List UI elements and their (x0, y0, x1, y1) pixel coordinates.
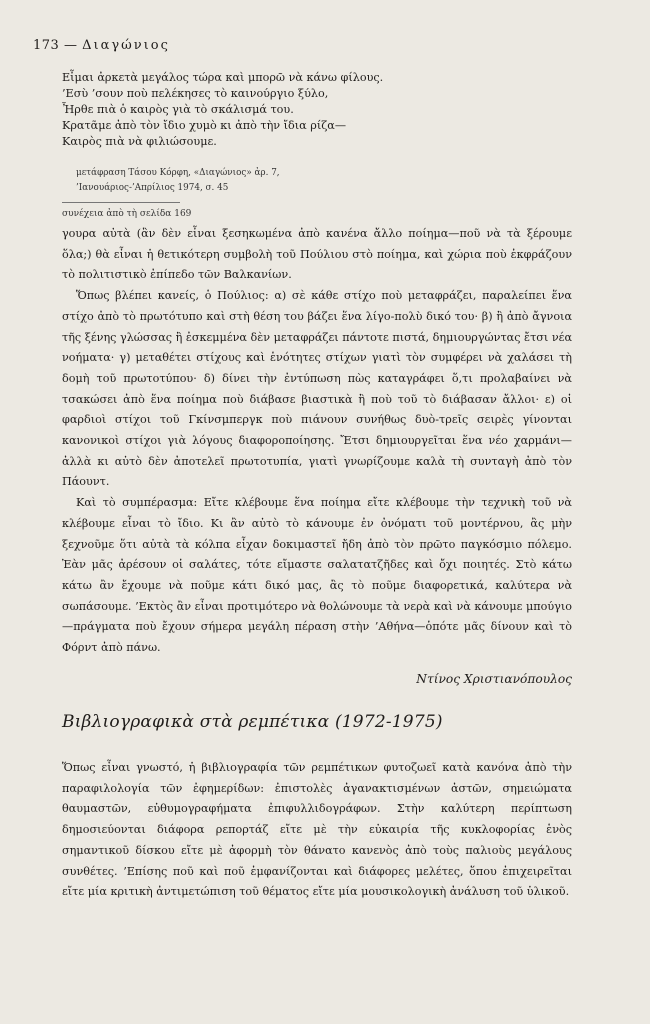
poem-line: Ἦρθε πιὰ ὁ καιρὸς γιὰ τὸ σκάλισμά του. (62, 103, 294, 116)
poem-line: Κρατᾶμε ἀπὸ τὸν ἴδιο χυμὸ κι ἀπὸ τὴν ἴδια ρίζα— (62, 119, 347, 132)
poem-line: ’Εσὺ ’σουν ποὺ πελέκησες τὸ καινούργιο ξύλο, (62, 87, 329, 100)
poem-line: Καιρὸς πιὰ νὰ φιλιώσουμε. (62, 135, 217, 148)
poem-excerpt (62, 70, 383, 150)
paragraph: γουρα αὐτὰ (ἂν δὲν εἶναι ξεσηκωμένα ἀπὸ κανένα ἄλλο ποίημα—ποῦ νὰ τὰ ξέρουμε ὅλα;) θὰ εἶναι ἡ θετικότερη συμβολὴ τοῦ Πούλιου στὸ ποίημα, καὶ χώρια ποὺ ἐκφράζουν τὸ πολιτιστικὸ ἐπίπεδο τῶν Βαλκανίων. (62, 227, 572, 282)
source-line: μετάφραση Τάσου Κόρφη, «Διαγώνιος» ἀρ. 7, (76, 168, 280, 178)
poem-line: Εἶμαι ἀρκετὰ μεγάλος τώρα καὶ μπορῶ νὰ κάνω φίλους. (62, 71, 384, 84)
divider-rule (62, 202, 180, 203)
journal-title: Διαγώνιος (82, 38, 170, 53)
article-body (62, 758, 572, 903)
continuation-note: συνέχεια ἀπὸ τὴ σελίδα 169 (62, 209, 192, 219)
header-separator: — (63, 38, 78, 53)
source-line: ’Ιανουάριος-’Απρίλιος 1974, σ. 45 (76, 183, 229, 193)
page-number: 173 (33, 38, 60, 53)
poem-source-citation (76, 166, 280, 196)
paragraph: Ὅπως βλέπει κανείς, ὁ Πούλιος: α) σὲ κάθε στίχο ποὺ μεταφράζει, παραλείπει ἕνα στίχο ἀπὸ τὸ πρωτότυπο καὶ στὴ θέση του βάζει ἕνα λίγο-πολὺ δικό του· β) ἢ ἀπὸ ἄγνοια τῆς ξένης γλώσσας ἢ ἐσκεμμένα δὲν μεταφράζει πάντοτε πιστά, δημιουργώντας ἔτσι νέα νοήματα· γ) μεταθέτει στίχους καὶ ἑνότητες στίχων γιατὶ τὸν συμφέρει νὰ χαλάσει τὴ δομὴ τοῦ πρωτοτύπου· δ) δίνει τὴν ἐντύπωση πὼς καταγράφει ὅ,τι προλαβαίνει νὰ τσακώσει ἀπὸ ἕνα ποίημα ποὺ διάβασε βιαστικὰ ἢ ποὺ τοῦ τὸ διάβασαν ἄλλοι· ε) οἱ φαρδιοὶ στίχοι τοῦ Γκίνσμπεργκ ποὺ πιάνουν συνήθως δυὸ-τρεῖς σειρὲς γίνονται κανονικοὶ στίχοι γιὰ λόγους διαφοροποίησης. Ἔτσι δημιουργεῖται ἕνα νέο χαρμάνι—ἀλλὰ κι αὐτὸ δὲν ἀποτελεῖ πρωτοτυπία, γιατὶ γνωρίζουμε καλὰ τὴ συνταγὴ ἀπὸ τὸν Πάουντ. (62, 289, 572, 489)
paragraph: Καὶ τὸ συμπέρασμα: Εἴτε κλέβουμε ἕνα ποίημα εἴτε κλέβουμε τὴν τεχνικὴ τοῦ νὰ κλέβουμε εἶναι τὸ ἴδιο. Κι ἂν αὐτὸ τὸ κάνουμε ἐν ὀνόματι τοῦ μοντέρνου, ἂς μὴν ξεχνοῦμε ὅτι αὐτὰ τὰ κόλπα εἶχαν δοκιμαστεῖ ἤδη ἀπὸ τὸν πρῶτο παγκόσμιο πόλεμο. Ἐὰν μᾶς ἀρέσουν οἱ σαλάτες, τότε εἴμαστε σαλατατζῆδες καὶ ὄχι ποιητές. Στὸ κάτω κάτω ἂν ἔχουμε νὰ ποῦμε κάτι δικό μας, ἂς τὸ ποῦμε διαφορετικά, καλύτερα νὰ σωπάσουμε. ’Εκτὸς ἂν εἶναι προτιμότερο νὰ θολώνουμε τὰ νερὰ καὶ νὰ κάνουμε μπούγιο—πράγματα ποὺ ἔχουν σήμερα μεγάλη πέραση στὴν ’Αθήνα—ὁπότε μᾶς δίνουν καὶ τὸ Φόρντ ἀπὸ πάνω. (62, 496, 572, 655)
article-author: Ντίνος Χριστιανόπουλος (416, 672, 572, 686)
section-heading: Βιβλιογραφικὰ στὰ ρεμπέτικα (1972-1975) (62, 712, 443, 732)
article-body (62, 224, 572, 659)
paragraph: Ὅπως εἶναι γνωστό, ἡ βιβλιογραφία τῶν ρεμπέτικων φυτοζωεῖ κατὰ κανόνα ἀπὸ τὴν παραφιλολογία τῶν ἐφημερίδων: ἐπιστολὲς ἀγανακτισμένων ἀστῶν, σημειώματα θαυμαστῶν, εὐθυμογραφήματα ἐπιφυλλιδογράφων. Στὴν καλύτερη περίπτωση δημοσιεύονται διάφορα ρεπορτάζ εἴτε μὲ τὴν εὐκαιρία τῆς κυκλοφορίας ἑνὸς σημαντικοῦ δίσκου εἴτε μὲ ἀφορμὴ τὸν θάνατο κανενὸς ἀπὸ τοὺς παλιοὺς μεγάλους συνθέτες. ’Επίσης ποῦ καὶ ποῦ ἐμφανίζονται καὶ διάφορες μελέτες, ὅπου ἐπιχειρεῖται εἴτε μία κριτικὴ ἀντιμετώπιση τοῦ θέματος εἴτε μία μουσικολογικὴ ἀνάλυση τοῦ ὑλικοῦ. (62, 761, 572, 899)
running-header (33, 38, 170, 53)
